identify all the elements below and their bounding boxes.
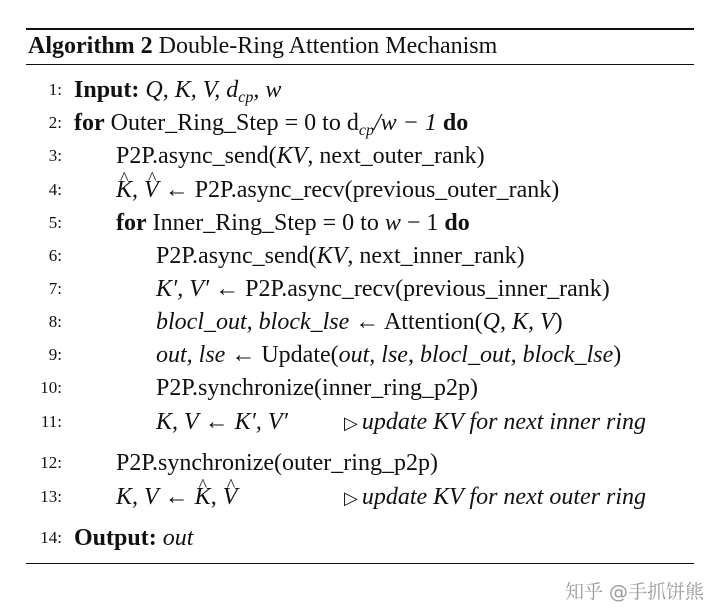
top-rule [26, 28, 694, 30]
line-number: 4: [48, 180, 62, 199]
algorithm-block [26, 12, 694, 572]
keyword-output: Output: [74, 525, 157, 551]
k-hat: ^ K [116, 174, 132, 206]
line-code [156, 240, 525, 272]
keyword-input: Input: [74, 77, 140, 103]
input-list: Q, K, V, d [139, 77, 239, 103]
loop-w: w [384, 210, 401, 236]
keyword-do: do [444, 210, 470, 236]
algorithm-number: Algorithm 2 [28, 33, 153, 59]
call-text: ) [613, 342, 622, 368]
comment-text: update KV for next inner ring [361, 409, 647, 435]
line-code [116, 207, 470, 239]
line-number: 3: [48, 146, 62, 165]
line-number: 8: [48, 312, 62, 331]
call-text: P2P.async_send( [116, 143, 277, 169]
line-number: 11: [40, 412, 62, 431]
algorithm-title: Double-Ring Attention Mechanism [152, 33, 498, 59]
keyword-for: for [116, 210, 147, 236]
keyword-for: for [74, 110, 105, 136]
kv-assign-target: K, V [116, 484, 159, 510]
call-text: ← Update( [225, 342, 339, 368]
call-text: P2P.async_send( [156, 243, 317, 269]
algorithm-caption [28, 32, 497, 60]
call-text: , next_inner_rank) [347, 243, 525, 269]
loop-header: Outer_Ring_Step = 0 to d [104, 110, 359, 136]
assign-arrow: ← [158, 484, 195, 510]
bottom-rule [26, 563, 694, 564]
qkv-args: Q, K, V [482, 309, 555, 335]
kv-prime: K′, V′ [234, 409, 288, 435]
output-value: out [156, 525, 194, 551]
subscript: cp [358, 122, 374, 139]
subscript: cp [238, 89, 254, 106]
v-hat: ^ V [223, 481, 238, 513]
separator: , [132, 177, 145, 203]
kv-assign-target: K, V [156, 409, 199, 435]
line-number: 9: [48, 345, 62, 364]
line-number: 13: [40, 487, 62, 506]
caption-rule [26, 64, 694, 65]
comment-marker: ▷ [344, 413, 358, 433]
line-number: 12: [40, 453, 62, 472]
loop-bound: − 1 [400, 210, 445, 236]
line-code: P2P.synchronize(inner_ring_p2p) [156, 375, 478, 401]
line-number: 6: [48, 246, 62, 265]
comment [344, 481, 646, 514]
v-hat: ^ V [144, 174, 159, 206]
call-text: ← P2P.async_recv(previous_outer_rank) [158, 177, 560, 203]
kv-symbol: KV [276, 143, 308, 169]
line-code [116, 481, 237, 513]
comment-marker: ▷ [344, 488, 358, 508]
line-code [156, 306, 563, 338]
keyword-do: do [442, 110, 469, 136]
comment-text: update KV for next outer ring [361, 484, 647, 510]
line-code [156, 406, 288, 438]
line-code [116, 140, 485, 172]
block-outputs: blocl_out, block_lse [156, 309, 350, 335]
call-text: , next_outer_rank) [307, 143, 485, 169]
update-args: out, lse, blocl_out, block_lse [338, 342, 614, 368]
call-text: ) [554, 309, 563, 335]
separator: , [210, 484, 223, 510]
loop-bound: /w − 1 [373, 110, 443, 136]
update-outputs: out, lse [156, 342, 226, 368]
input-w: , [253, 77, 266, 103]
comment [344, 406, 646, 439]
watermark: 知乎 @手抓饼熊 [564, 581, 704, 603]
line-number: 7: [48, 279, 62, 298]
line-number: 14: [40, 528, 62, 547]
line-code: P2P.synchronize(outer_ring_p2p) [116, 450, 438, 476]
line-number: 10: [40, 378, 62, 397]
assign-arrow: ← [198, 409, 235, 435]
line-number: 1: [48, 80, 62, 99]
loop-header: Inner_Ring_Step = 0 to [146, 210, 385, 236]
line-code [116, 174, 559, 206]
line-code [74, 522, 193, 554]
line-code [156, 273, 610, 305]
call-text: ← P2P.async_recv(previous_inner_rank) [209, 276, 610, 302]
line-number: 2: [48, 113, 62, 132]
line-code [156, 339, 621, 371]
kv-symbol: KV [316, 243, 348, 269]
k-hat: ^ K [195, 481, 211, 513]
kv-prime: K′, V′ [156, 276, 210, 302]
call-text: ← Attention( [349, 309, 483, 335]
line-number: 5: [48, 213, 62, 232]
input-w-symbol: w [265, 77, 282, 103]
